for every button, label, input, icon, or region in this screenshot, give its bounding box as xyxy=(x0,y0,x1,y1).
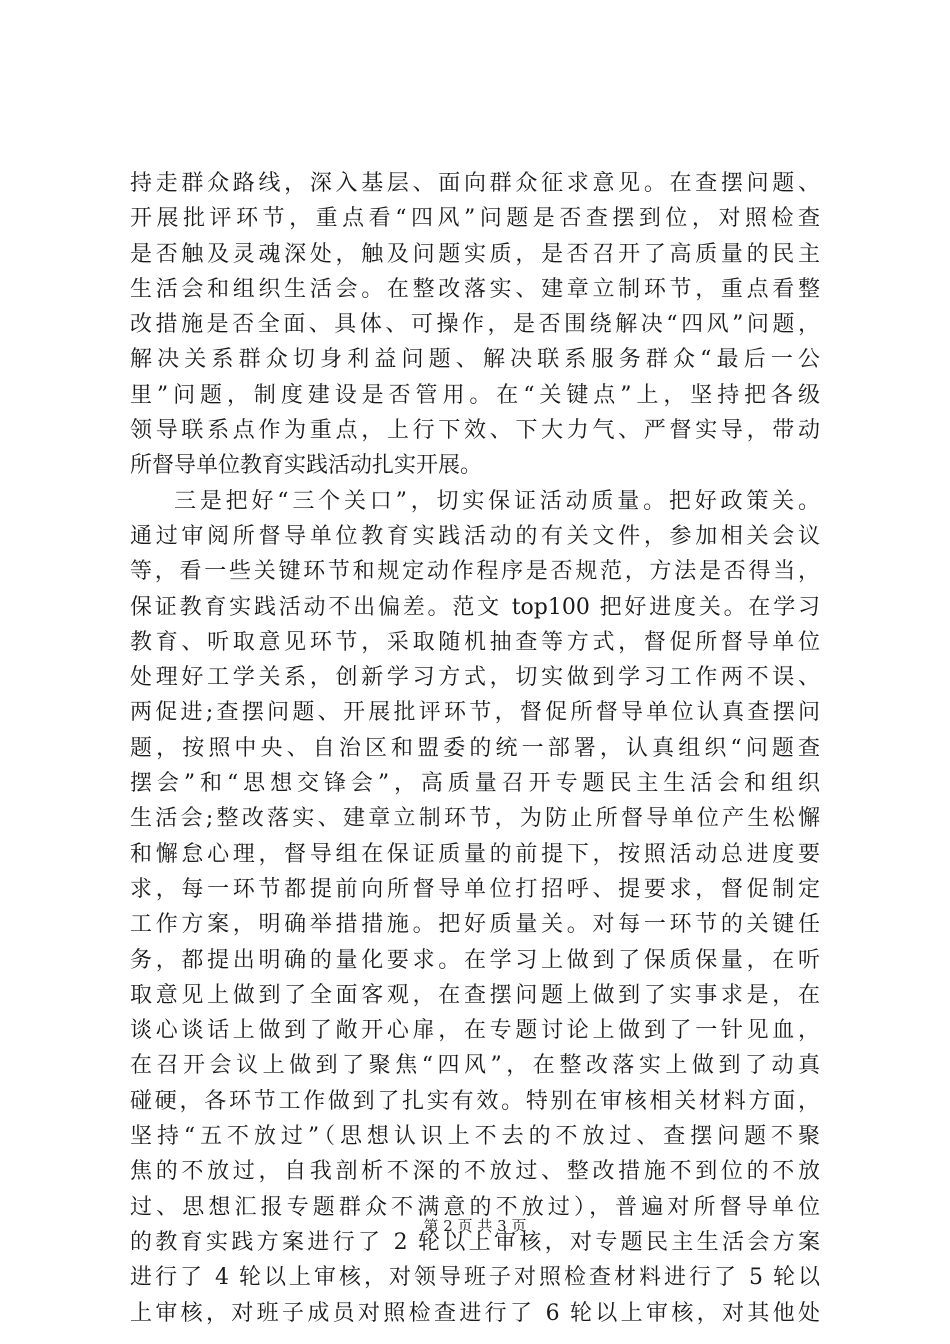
text-line: 进行了 4 轮以上审核，对领导班子对照检查材料进行了 5 轮以 xyxy=(130,1265,820,1291)
text-line: 解决关系群众切身利益问题、解决联系服务群众“最后一公 xyxy=(130,347,820,373)
text-line: 取意见上做到了全面客观，在查摆问题上做到了实事求是，在 xyxy=(130,982,820,1008)
text-line: 坚持“五不放过”（思想认识上不去的不放过、查摆问题不聚 xyxy=(130,1124,820,1150)
text-line: 等，看一些关键环节和规定动作程序是否规范，方法是否得当， xyxy=(130,559,820,585)
text-line: 里”问题，制度建设是否管用。在“关键点”上，坚持把各级 xyxy=(130,382,820,408)
text-line: 求，每一环节都提前向所督导单位打招呼、提要求，督促制定 xyxy=(130,876,820,902)
text-line: 改措施是否全面、具体、可操作，是否围绕解决“四风”问题， xyxy=(130,312,820,338)
text-line: 务，都提出明确的量化要求。在学习上做到了保质保量，在听 xyxy=(130,947,820,973)
text-line: 所督导单位教育实践活动扎实开展。 xyxy=(130,453,483,479)
text-line: 在召开会议上做到了聚焦“四风”，在整改落实上做到了动真 xyxy=(130,1053,820,1079)
text-line: 两促进;查摆问题、开展批评环节，督促所督导单位认真查摆问 xyxy=(130,700,820,726)
text-line: 和懈怠心理，督导组在保证质量的前提下，按照活动总进度要 xyxy=(130,841,820,867)
text-line: 碰硬，各环节工作做到了扎实有效。特别在审核相关材料方面， xyxy=(130,1088,820,1114)
text-line: 领导联系点作为重点，上行下效、下大力气、严督实导，带动 xyxy=(130,418,820,444)
text-line: 教育、听取意见环节，采取随机抽查等方式，督促所督导单位 xyxy=(130,629,820,655)
paragraph-start-line: 三是把好“三个关口”，切实保证活动质量。把好政策关。 xyxy=(174,488,820,514)
text-line: 工作方案，明确举措措施。把好质量关。对每一环节的关键任 xyxy=(130,912,820,938)
text-line: 焦的不放过，自我剖析不深的不放过、整改措施不到位的不放 xyxy=(130,1159,820,1185)
page-number-footer: 第 2 页 共 3 页 xyxy=(423,1217,527,1235)
text-line: 过、思想汇报专题群众不满意的不放过），普遍对所督导单位 xyxy=(130,1194,820,1220)
text-line: 开展批评环节，重点看“四风”问题是否查摆到位，对照检查 xyxy=(130,206,820,232)
text-line: 上审核，对班子成员对照检查进行了 6 轮以上审核，对其他处 xyxy=(130,1300,820,1326)
text-line: 生活会和组织生活会。在整改落实、建章立制环节，重点看整 xyxy=(130,276,820,302)
text-line: 处理好工学关系，创新学习方式，切实做到学习工作两不误、 xyxy=(130,665,820,691)
text-line: 是否触及灵魂深处，触及问题实质，是否召开了高质量的民主 xyxy=(130,241,820,267)
body-text xyxy=(130,166,820,1331)
text-line: 摆会”和“思想交锋会”，高质量召开专题民主生活会和组织 xyxy=(130,771,820,797)
text-line: 题，按照中央、自治区和盟委的统一部署，认真组织“问题查 xyxy=(130,735,820,761)
text-line: 的教育实践方案进行了 2 轮以上审核，对专题民主生活会方案 xyxy=(130,1229,820,1255)
text-line: 谈心谈话上做到了敞开心扉，在专题讨论上做到了一针见血， xyxy=(130,1018,820,1044)
text-line: 通过审阅所督导单位教育实践活动的有关文件，参加相关会议 xyxy=(130,523,820,549)
text-line: 持走群众路线，深入基层、面向群众征求意见。在查摆问题、 xyxy=(130,171,820,196)
text-line: 保证教育实践活动不出偏差。范文 top100 把好进度关。在学习 xyxy=(130,594,820,620)
text-line: 生活会;整改落实、建章立制环节，为防止所督导单位产生松懈 xyxy=(130,806,820,832)
